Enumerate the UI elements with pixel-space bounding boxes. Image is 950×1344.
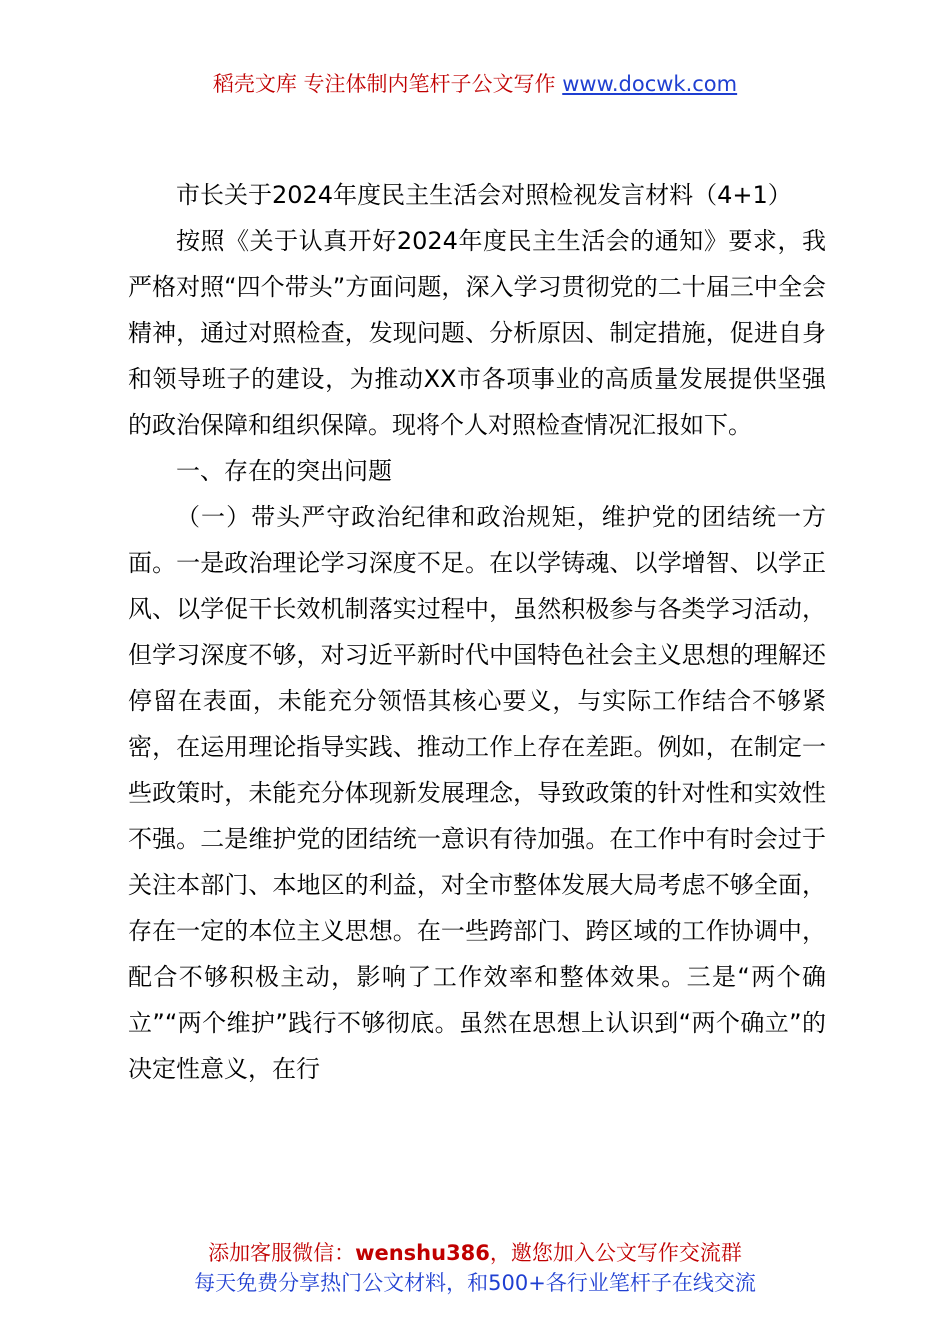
page-footer — [0, 1238, 950, 1298]
footer-contact-suffix: ，邀您加入公文写作交流群 — [489, 1241, 742, 1265]
header-brand: 稻壳文库 专注体制内笔杆子公文写作 — [212, 72, 556, 96]
page-header — [0, 68, 950, 100]
footer-contact-line — [0, 1238, 950, 1268]
footer-share-line: 每天免费分享热门公文材料，和500+各行业笔杆子在线交流 — [194, 1271, 756, 1295]
header-url-link[interactable]: www.docwk.com — [562, 72, 738, 96]
footer-wechat-id: wenshu386 — [355, 1241, 490, 1265]
document-body — [128, 172, 826, 1092]
document-title: 市长关于2024年度民主生活会对照检视发言材料（4+1） — [176, 181, 792, 209]
intro-paragraph: 按照《关于认真开好2024年度民主生活会的通知》要求，我严格对照“四个带头”方面问题，深入学习贯彻党的二十届三中全会精神，通过对照检查，发现问题、分析原因、制定措施，促进自身和领导班子的建设，为推动XX市各项事业的高质量发展提供坚强的政治保障和组织保障。现将个人对照检查情况汇报如下。 — [128, 227, 826, 439]
body-paragraph: （一）带头严守政治纪律和政治规矩，维护党的团结统一方面。一是政治理论学习深度不足。在以学铸魂、以学增智、以学正风、以学促干长效机制落实过程中，虽然积极参与各类学习活动，但学习深度不够，对习近平新时代中国特色社会主义思想的理解还停留在表面，未能充分领悟其核心要义，与实际工作结合不够紧密，在运用理论指导实践、推动工作上存在差距。例如，在制定一些政策时，未能充分体现新发展理念，导致政策的针对性和实效性不强。二是维护党的团结统一意识有待加强。在工作中有时会过于关注本部门、本地区的利益，对全市整体发展大局考虑不够全面，存在一定的本位主义思想。在一些跨部门、跨区域的工作协调中，配合不够积极主动，影响了工作效率和整体效果。三是“两个确立”“两个维护”践行不够彻底。虽然在思想上认识到“两个确立”的决定性意义，在行 — [128, 503, 826, 1083]
footer-contact-prefix: 添加客服微信： — [208, 1241, 356, 1265]
section-heading: 一、存在的突出问题 — [176, 457, 392, 485]
